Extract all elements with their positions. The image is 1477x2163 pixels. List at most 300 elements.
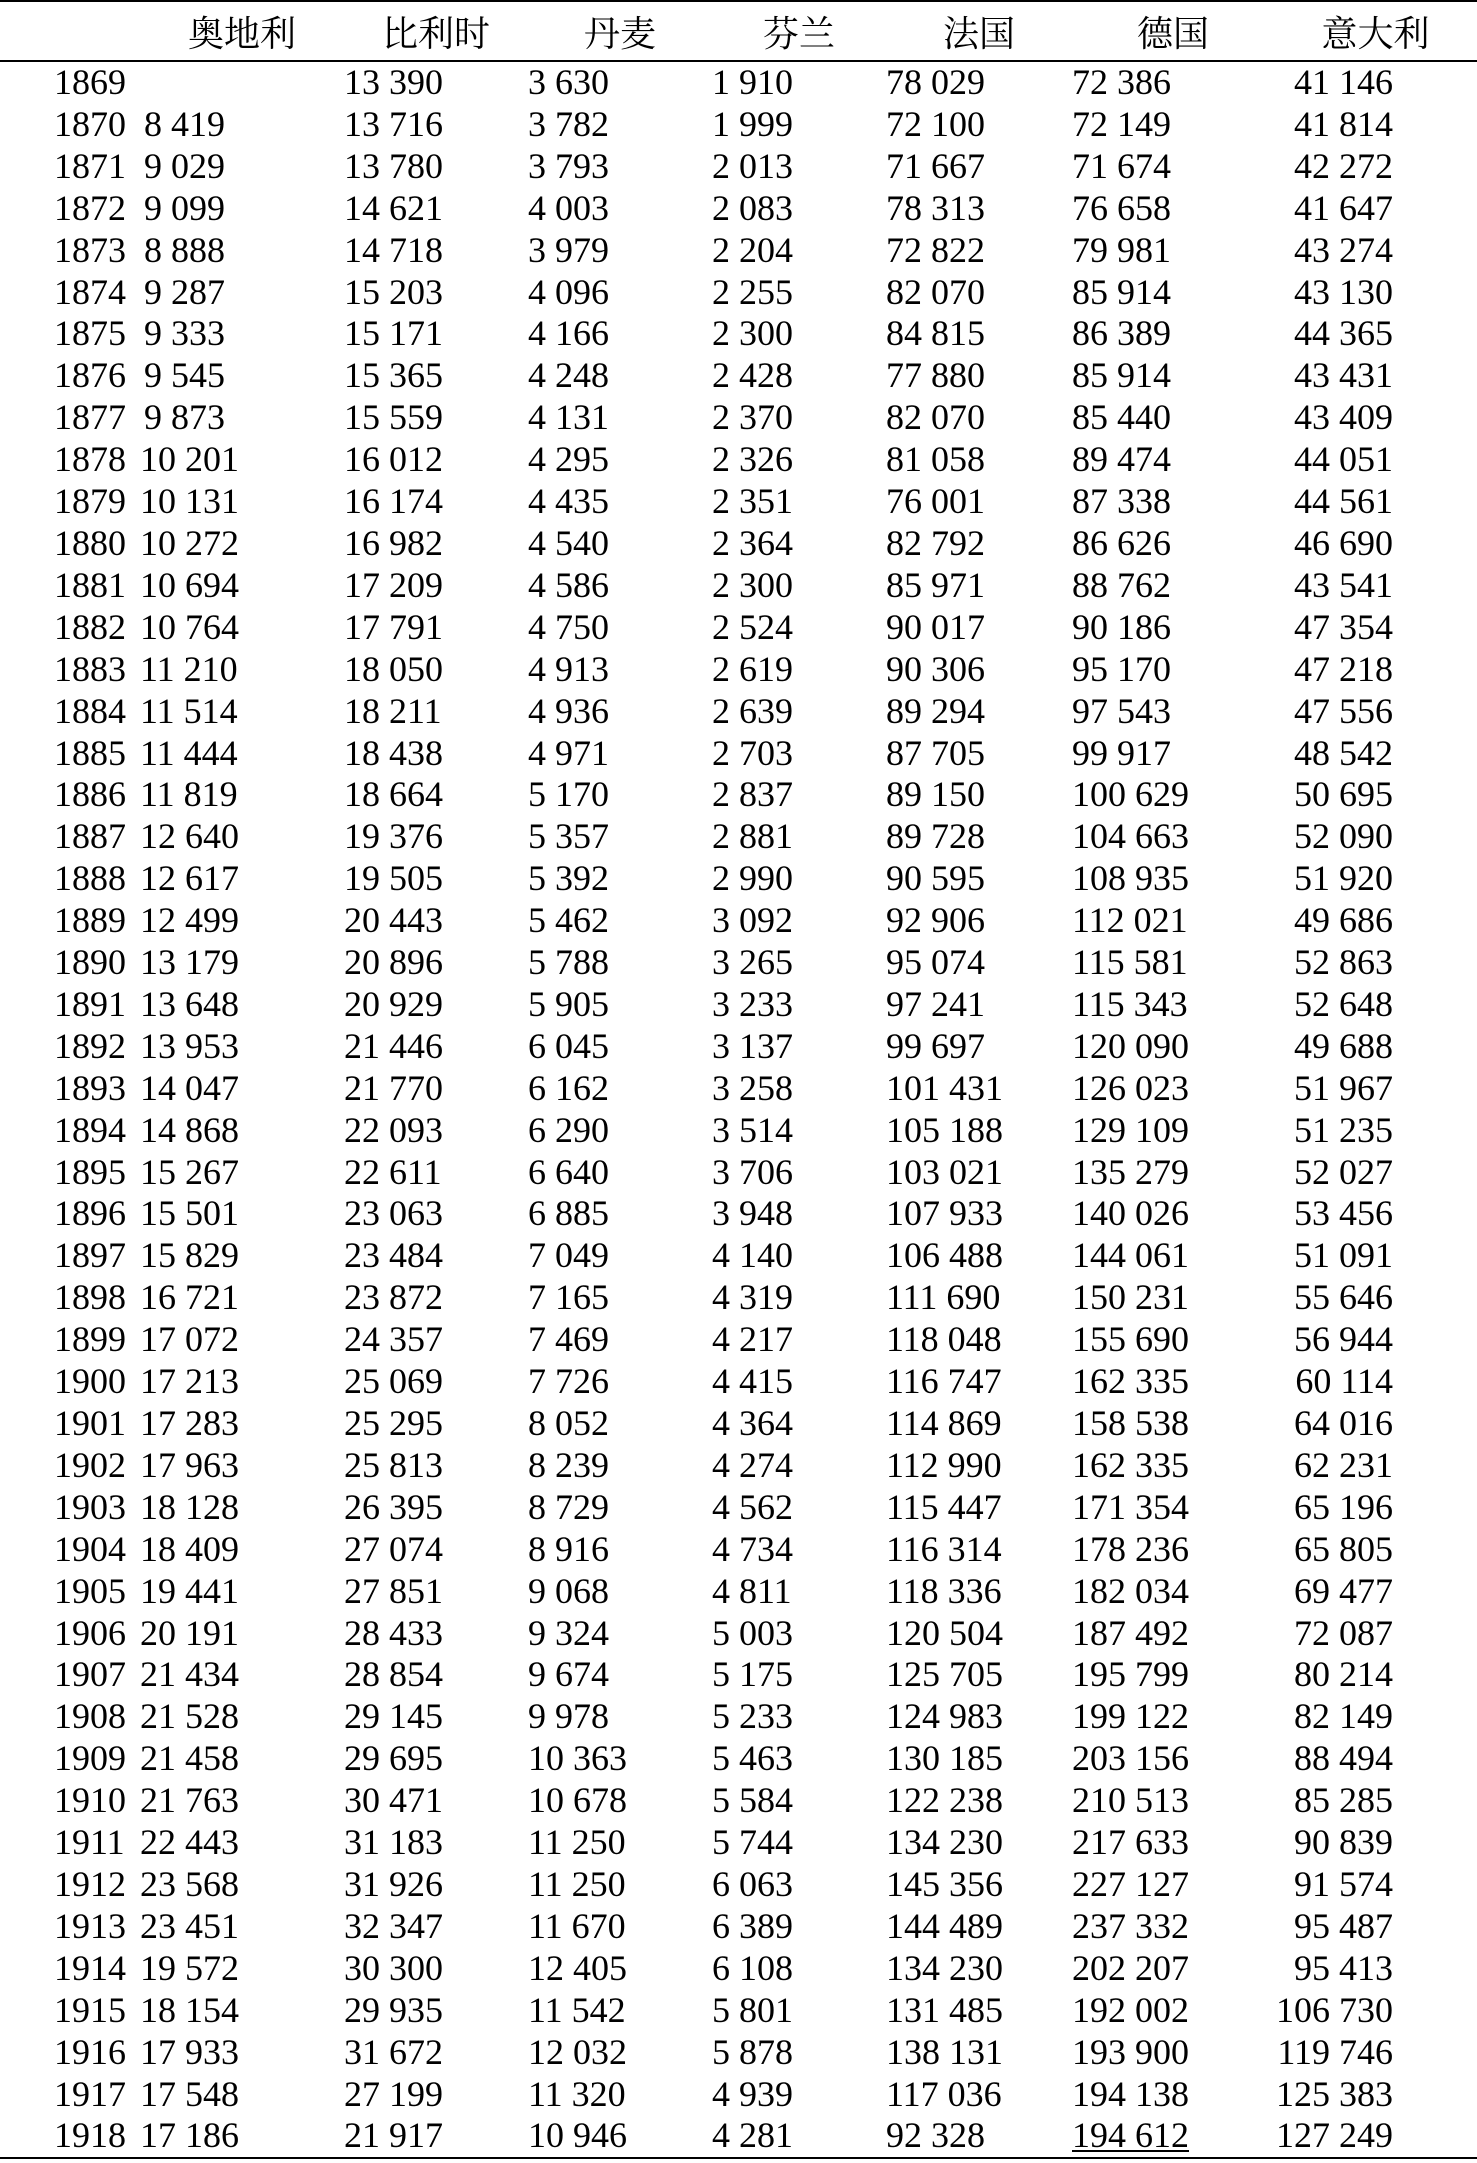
cell-value: 91 574: [1294, 1863, 1393, 1904]
cell-belgium: [344, 1068, 528, 1110]
cell-france: [886, 355, 1072, 397]
cell-denmark: [528, 607, 712, 649]
cell-value: 95 487: [1294, 1905, 1393, 1946]
cell-austria: [140, 230, 344, 272]
cell-value: 135 279: [1072, 1151, 1189, 1192]
cell-value: 95 074: [886, 942, 985, 983]
cell-value: 23 451: [140, 1905, 239, 1946]
table-row: [0, 397, 1477, 439]
cell-value: 3 092: [712, 900, 793, 941]
cell-value: 5 233: [712, 1696, 793, 1737]
cell-value: 1 910: [712, 62, 793, 102]
cell-germany: [1072, 355, 1274, 397]
cell-belgium: [344, 1026, 528, 1068]
cell-value: 81 058: [886, 439, 985, 480]
cell-finland: [712, 1193, 886, 1235]
cell-year: [0, 774, 140, 816]
cell-austria: [140, 2115, 344, 2158]
cell-germany: [1072, 733, 1274, 775]
cell-denmark: [528, 272, 712, 314]
cell-france: [886, 1319, 1072, 1361]
cell-year: [0, 1487, 140, 1529]
cell-italy: [1274, 1026, 1477, 1068]
cell-belgium: [344, 1487, 528, 1529]
cell-value: 4 936: [528, 690, 609, 731]
cell-value: 2 837: [712, 774, 793, 815]
cell-value: 51 967: [1294, 1067, 1393, 1108]
cell-austria: [140, 1822, 344, 1864]
cell-year: [0, 481, 140, 523]
cell-value: 32 347: [344, 1905, 443, 1946]
cell-value: 2 524: [712, 606, 793, 647]
cell-value: 1887: [54, 816, 126, 857]
cell-value: 187 492: [1072, 1612, 1189, 1653]
cell-value: 4 248: [528, 355, 609, 396]
cell-value: 2 300: [712, 564, 793, 605]
cell-year: [0, 1613, 140, 1655]
cell-france: [886, 1990, 1072, 2032]
cell-italy: [1274, 61, 1477, 104]
cell-value: 4 217: [712, 1319, 793, 1360]
cell-value: 49 688: [1294, 1025, 1393, 1066]
cell-austria: [140, 1613, 344, 1655]
cell-value: 116 314: [886, 1528, 1002, 1569]
cell-value: 6 162: [528, 1067, 609, 1108]
table-row: [0, 942, 1477, 984]
cell-value: 4 281: [712, 2115, 793, 2156]
cell-value: 1890: [54, 942, 126, 983]
cell-value: 72 100: [886, 103, 985, 144]
cell-italy: [1274, 1319, 1477, 1361]
cell-belgium: [344, 607, 528, 649]
cell-value: 21 917: [344, 2115, 443, 2156]
cell-value: 17 072: [140, 1319, 239, 1360]
cell-italy: [1274, 1193, 1477, 1235]
cell-value: 6 885: [528, 1193, 609, 1234]
cell-value: 78 313: [886, 187, 985, 228]
cell-denmark: [528, 313, 712, 355]
cell-value: 20 443: [344, 900, 443, 941]
cell-austria: [140, 2032, 344, 2074]
cell-value: 21 528: [140, 1696, 239, 1737]
cell-value: 162 335: [1072, 1361, 1189, 1402]
cell-value: 48 542: [1294, 732, 1393, 773]
cell-denmark: [528, 1948, 712, 1990]
cell-value: 5 170: [528, 774, 609, 815]
cell-year: [0, 439, 140, 481]
cell-value: 17 186: [140, 2115, 239, 2156]
cell-value: 1908: [54, 1696, 126, 1737]
cell-germany: [1072, 691, 1274, 733]
cell-value: 25 069: [344, 1361, 443, 1402]
cell-denmark: [528, 1277, 712, 1319]
cell-value: 21 434: [140, 1654, 239, 1695]
cell-value: 27 199: [344, 2073, 443, 2114]
cell-germany: [1072, 984, 1274, 1026]
cell-austria: [140, 1110, 344, 1152]
cell-france: [886, 1780, 1072, 1822]
cell-value: 99 917: [1072, 732, 1171, 773]
cell-finland: [712, 1780, 886, 1822]
cell-value: 1906: [54, 1612, 126, 1653]
cell-denmark: [528, 858, 712, 900]
cell-belgium: [344, 942, 528, 984]
cell-value: 145 356: [886, 1863, 1003, 1904]
cell-value: 1907: [54, 1654, 126, 1695]
cell-value: 72 386: [1072, 62, 1171, 102]
cell-value: 115 581: [1072, 942, 1188, 983]
cell-belgium: [344, 691, 528, 733]
cell-value: 22 093: [344, 1109, 443, 1150]
cell-france: [886, 1445, 1072, 1487]
cell-value: 4 274: [712, 1444, 793, 1485]
cell-value: 1909: [54, 1738, 126, 1779]
cell-value: 2 370: [712, 397, 793, 438]
cell-value: 16 982: [344, 522, 443, 563]
cell-denmark: [528, 1654, 712, 1696]
table-row: [0, 900, 1477, 942]
cell-germany: [1072, 1361, 1274, 1403]
table-row: [0, 1906, 1477, 1948]
cell-value: 1897: [54, 1235, 126, 1276]
cell-austria: [140, 1026, 344, 1068]
cell-italy: [1274, 1906, 1477, 1948]
cell-austria: [140, 439, 344, 481]
cell-value: 89 294: [886, 690, 985, 731]
cell-value: 1885: [54, 732, 126, 773]
cell-value: 3 630: [528, 62, 609, 102]
cell-italy: [1274, 1696, 1477, 1738]
cell-italy: [1274, 1529, 1477, 1571]
cell-value: 89 728: [886, 816, 985, 857]
cell-value: 5 905: [528, 983, 609, 1024]
cell-germany: [1072, 1696, 1274, 1738]
cell-value: 194 138: [1072, 2073, 1189, 2114]
cell-value: 13 953: [140, 1025, 239, 1066]
cell-value: 20 929: [344, 983, 443, 1024]
cell-italy: [1274, 1445, 1477, 1487]
cell-austria: [140, 649, 344, 691]
cell-value: 43 130: [1294, 271, 1393, 312]
cell-value: 72 822: [886, 229, 985, 270]
table-row: [0, 649, 1477, 691]
cell-belgium: [344, 1654, 528, 1696]
cell-value: 1889: [54, 900, 126, 941]
cell-value: 88 762: [1072, 564, 1171, 605]
cell-year: [0, 397, 140, 439]
cell-value: 5 584: [712, 1780, 793, 1821]
cell-belgium: [344, 565, 528, 607]
cell-germany: [1072, 2074, 1274, 2116]
cell-belgium: [344, 1948, 528, 1990]
cell-denmark: [528, 1068, 712, 1110]
cell-germany: [1072, 900, 1274, 942]
cell-germany: [1072, 1235, 1274, 1277]
cell-value: 15 829: [140, 1235, 239, 1276]
table-row: [0, 1361, 1477, 1403]
cell-germany: [1072, 1068, 1274, 1110]
cell-value: 2 364: [712, 522, 793, 563]
cell-italy: [1274, 1571, 1477, 1613]
cell-value: 95 413: [1294, 1947, 1393, 1988]
cell-italy: [1274, 230, 1477, 272]
cell-value: 10 678: [528, 1780, 627, 1821]
cell-belgium: [344, 1864, 528, 1906]
cell-germany: [1072, 523, 1274, 565]
cell-value: 4 003: [528, 187, 609, 228]
cell-value: 9 545: [144, 355, 225, 396]
cell-finland: [712, 1235, 886, 1277]
cell-value: 162 335: [1072, 1444, 1189, 1485]
cell-value: 3 782: [528, 103, 609, 144]
cell-belgium: [344, 1193, 528, 1235]
cell-year: [0, 900, 140, 942]
cell-value: 22 443: [140, 1822, 239, 1863]
cell-denmark: [528, 61, 712, 104]
cell-value: 171 354: [1072, 1486, 1189, 1527]
cell-france: [886, 816, 1072, 858]
cell-italy: [1274, 691, 1477, 733]
cell-finland: [712, 1319, 886, 1361]
cell-austria: [140, 1906, 344, 1948]
cell-value: 4 750: [528, 606, 609, 647]
cell-denmark: [528, 1026, 712, 1068]
table-row: [0, 691, 1477, 733]
cell-value: 4 562: [712, 1486, 793, 1527]
cell-value: 85 285: [1294, 1780, 1393, 1821]
cell-value: 112 990: [886, 1444, 1002, 1485]
cell-france: [886, 61, 1072, 104]
cell-value: 2 639: [712, 690, 793, 731]
cell-value: 4 913: [528, 648, 609, 689]
cell-value: 5 462: [528, 900, 609, 941]
cell-denmark: [528, 355, 712, 397]
cell-belgium: [344, 481, 528, 523]
cell-finland: [712, 523, 886, 565]
cell-year: [0, 691, 140, 733]
cell-year: [0, 1152, 140, 1194]
cell-value: 9 978: [528, 1696, 609, 1737]
cell-value: 4 364: [712, 1403, 793, 1443]
cell-value: 85 440: [1072, 397, 1171, 438]
table-row: [0, 523, 1477, 565]
cell-finland: [712, 1906, 886, 1948]
cell-belgium: [344, 2074, 528, 2116]
cell-value: 6 389: [712, 1905, 793, 1946]
table-row: [0, 1487, 1477, 1529]
cell-value: 2 881: [712, 816, 793, 857]
cell-denmark: [528, 1403, 712, 1445]
cell-value: 1874: [54, 271, 126, 312]
cell-germany: [1072, 1193, 1274, 1235]
cell-finland: [712, 272, 886, 314]
cell-austria: [140, 984, 344, 1026]
cell-year: [0, 104, 140, 146]
cell-france: [886, 104, 1072, 146]
cell-year: [0, 1319, 140, 1361]
cell-austria: [140, 1780, 344, 1822]
cell-value: 7 049: [528, 1235, 609, 1276]
cell-value: 1901: [54, 1403, 126, 1443]
cell-finland: [712, 1864, 886, 1906]
cell-france: [886, 1110, 1072, 1152]
cell-value: 14 868: [140, 1109, 239, 1150]
table-row: [0, 2074, 1477, 2116]
table-row: [0, 355, 1477, 397]
cell-value: 47 218: [1294, 648, 1393, 689]
cell-italy: [1274, 1780, 1477, 1822]
cell-austria: [140, 900, 344, 942]
cell-value: 18 050: [344, 648, 443, 689]
cell-year: [0, 2074, 140, 2116]
cell-denmark: [528, 1110, 712, 1152]
cell-value: 87 338: [1072, 481, 1171, 522]
cell-value: 19 505: [344, 858, 443, 899]
cell-finland: [712, 188, 886, 230]
cell-germany: [1072, 774, 1274, 816]
cell-value: 82 149: [1294, 1696, 1393, 1737]
cell-france: [886, 1613, 1072, 1655]
cell-germany: [1072, 1319, 1274, 1361]
cell-value: 82 070: [886, 271, 985, 312]
cell-value: 1910: [54, 1780, 126, 1821]
cell-austria: [140, 1696, 344, 1738]
cell-finland: [712, 942, 886, 984]
table-row: [0, 104, 1477, 146]
cell-value: 41 814: [1294, 103, 1393, 144]
cell-value: 144 061: [1072, 1235, 1189, 1276]
cell-germany: [1072, 942, 1274, 984]
cell-austria: [140, 188, 344, 230]
cell-value: 5 801: [712, 1989, 793, 2030]
cell-belgium: [344, 439, 528, 481]
cell-austria: [140, 1277, 344, 1319]
cell-germany: [1072, 816, 1274, 858]
cell-finland: [712, 1990, 886, 2032]
cell-value: 28 854: [344, 1654, 443, 1695]
cell-finland: [712, 439, 886, 481]
cell-denmark: [528, 1613, 712, 1655]
cell-value: 129 109: [1072, 1109, 1189, 1150]
cell-belgium: [344, 272, 528, 314]
cell-finland: [712, 1822, 886, 1864]
cell-denmark: [528, 397, 712, 439]
cell-value: 1884: [54, 690, 126, 731]
cell-belgium: [344, 355, 528, 397]
cell-finland: [712, 1403, 886, 1445]
cell-value: 134 230: [886, 1822, 1003, 1863]
cell-value: 17 791: [344, 606, 443, 647]
cell-value: 89 474: [1072, 439, 1171, 480]
cell-austria: [140, 607, 344, 649]
cell-value: 13 390: [344, 62, 443, 102]
cell-germany: [1072, 1152, 1274, 1194]
cell-denmark: [528, 900, 712, 942]
table-row: [0, 1780, 1477, 1822]
cell-value: 89 150: [886, 774, 985, 815]
cell-value: 51 235: [1294, 1109, 1393, 1150]
cell-value: 1898: [54, 1277, 126, 1318]
cell-value: 55 646: [1294, 1277, 1393, 1318]
cell-value: 85 971: [886, 564, 985, 605]
cell-value: 1894: [54, 1109, 126, 1150]
cell-value: 46 690: [1294, 522, 1393, 563]
cell-france: [886, 439, 1072, 481]
cell-value: 15 365: [344, 355, 443, 396]
cell-value: 119 746: [1277, 2031, 1393, 2072]
cell-france: [886, 607, 1072, 649]
cell-value: 5 175: [712, 1654, 793, 1695]
cell-belgium: [344, 1235, 528, 1277]
cell-italy: [1274, 1822, 1477, 1864]
header-belgium: 比利时: [344, 1, 528, 61]
cell-value: 5 003: [712, 1612, 793, 1653]
cell-france: [886, 1654, 1072, 1696]
cell-belgium: [344, 733, 528, 775]
cell-year: [0, 1948, 140, 1990]
cell-value: 4 166: [528, 313, 609, 354]
cell-finland: [712, 2032, 886, 2074]
cell-value: 97 543: [1072, 690, 1171, 731]
cell-finland: [712, 1654, 886, 1696]
table-row: [0, 1152, 1477, 1194]
cell-finland: [712, 649, 886, 691]
cell-value: 15 203: [344, 271, 443, 312]
cell-austria: [140, 1361, 344, 1403]
cell-italy: [1274, 858, 1477, 900]
cell-germany: [1072, 649, 1274, 691]
cell-value: 14 718: [344, 229, 443, 270]
cell-austria: [140, 2074, 344, 2116]
cell-value: 9 287: [144, 271, 225, 312]
cell-belgium: [344, 2032, 528, 2074]
table-row: [0, 272, 1477, 314]
cell-germany: [1072, 439, 1274, 481]
cell-value: 13 179: [140, 942, 239, 983]
cell-france: [886, 1696, 1072, 1738]
cell-year: [0, 355, 140, 397]
cell-value: 1915: [54, 1989, 126, 2030]
cell-france: [886, 858, 1072, 900]
cell-value: 1891: [54, 983, 126, 1024]
cell-france: [886, 230, 1072, 272]
cell-value: 17 963: [140, 1444, 239, 1485]
cell-finland: [712, 1529, 886, 1571]
cell-finland: [712, 146, 886, 188]
cell-value: 18 438: [344, 732, 443, 773]
cell-value: 29 695: [344, 1738, 443, 1779]
cell-value: 9 099: [144, 187, 225, 228]
cell-austria: [140, 858, 344, 900]
cell-value: 16 174: [344, 481, 443, 522]
cell-france: [886, 1529, 1072, 1571]
cell-germany: [1072, 230, 1274, 272]
cell-value: 1883: [54, 648, 126, 689]
cell-value: 56 944: [1294, 1319, 1393, 1360]
cell-value: 9 324: [528, 1612, 609, 1653]
cell-italy: [1274, 774, 1477, 816]
cell-value: 5 463: [712, 1738, 793, 1779]
cell-value: 117 036: [886, 2073, 1002, 2114]
cell-value: 44 365: [1294, 313, 1393, 354]
cell-belgium: [344, 2115, 528, 2158]
cell-france: [886, 1193, 1072, 1235]
cell-value: 43 409: [1294, 397, 1393, 438]
cell-value: 202 207: [1072, 1947, 1189, 1988]
cell-year: [0, 1696, 140, 1738]
cell-finland: [712, 481, 886, 523]
cell-italy: [1274, 1487, 1477, 1529]
